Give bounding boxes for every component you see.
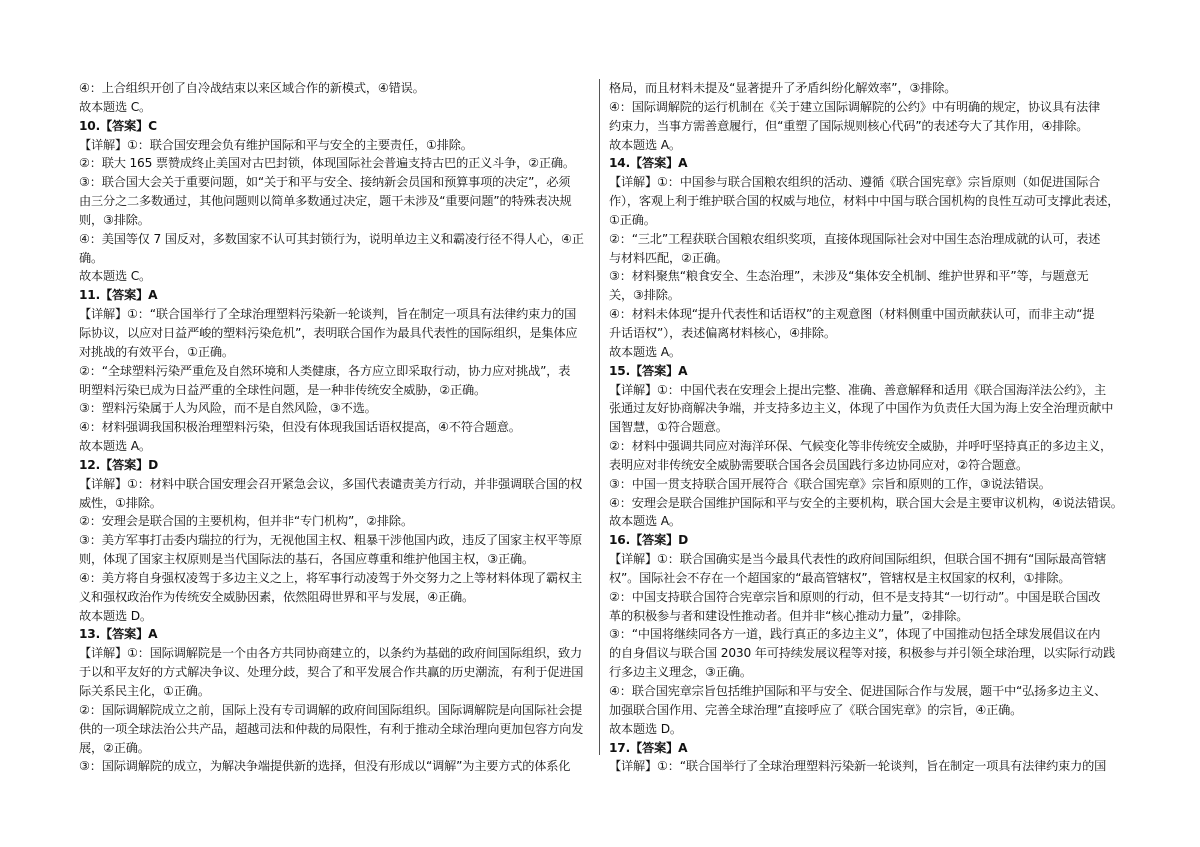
answer-heading: 12.【答案】D (79, 457, 159, 472)
text-line: 关，③排除。 (609, 288, 680, 303)
right-column (609, 79, 1131, 776)
answer-heading: 11.【答案】A (79, 288, 158, 303)
text-line: ③：材料聚焦“粮食安全、生态治理”，未涉及“集体安全机制、维护世界和平”等，与题意无 (609, 269, 1089, 284)
text-line: ③：联合国大会关于重要问题，如“关于和平与安全、接纳新会员国和预算事项的决定”，必须 (79, 175, 571, 190)
text-line: 展，②正确。 (79, 740, 150, 755)
answer-heading: 16.【答案】D (609, 533, 689, 548)
text-line: 供的一项全球法治公共产品，超越司法和仲裁的局限性，有利于推动全球治理向更加包容方向发 (79, 721, 584, 736)
column-divider (599, 79, 600, 755)
text-line: 【详解】①：“联合国举行了全球治理塑料污染新一轮谈判，旨在制定一项具有法律约束力的国 (609, 759, 1107, 774)
text-line: ④：美国等仅 7 国反对，多数国家不认可其封锁行为，说明单边主义和霸凌行径不得人心，④正 (79, 231, 584, 246)
text-line: ④：材料未体现“提升代表性和话语权”的主观意图（材料侧重中国贡献获认可，而非主动“提 (609, 307, 1095, 322)
text-line: 故本题选 A。 (609, 137, 681, 152)
text-line: 【详解】①：中国代表在安理会上提出完整、准确、善意解释和适用《联合国海洋法公约》，主 (609, 382, 1106, 397)
text-line: ②：“三北”工程获联合国粮农组织奖项，直接体现国际社会对中国生态治理成就的认可，表述 (609, 231, 1101, 246)
text-line: ①正确。 (609, 212, 656, 227)
text-line: 义和强权政治作为传统安全威胁因素，依然阻碍世界和平与发展，④正确。 (79, 589, 474, 604)
text-line: ④：联合国宪章宗旨包括维护国际和平与安全、促进国际合作与发展，题干中“弘扬多边主义、 (609, 684, 1107, 698)
text-line: 故本题选 D。 (609, 721, 682, 736)
answer-heading: 17.【答案】A (609, 740, 688, 755)
text-line: 故本题选 A。 (609, 514, 681, 529)
text-line: 表明应对非传统安全威胁需要联合国各会员国践行多边协同应对，②符合题意。 (609, 457, 1029, 472)
text-line: 的自身倡议与联合国 2030 年可持续发展议程等对接，积极参与并引领全球治理，以实际行动践 (609, 646, 1115, 661)
text-line: 际协议，以应对日益严峻的塑料污染危机”，表明联合国作为最具代表性的国际组织，是集体应 (79, 325, 578, 340)
text-line: ③：塑料污染属于人为风险，而不是自然风险，③不选。 (79, 401, 377, 416)
text-line: 际关系民主化，①正确。 (79, 684, 210, 698)
text-line: 故本题选 A。 (609, 344, 681, 359)
text-line: ④：美方将自身强权凌驾于多边主义之上，将军事行动凌驾于外交努力之上等材料体现了霸权主 (79, 570, 583, 585)
text-line: ③：美方军事打击委内瑞拉的行为，无视他国主权、粗暴干涉他国内政，违反了国家主权平等原 (79, 533, 583, 548)
text-line: 威性，①排除。 (79, 495, 162, 510)
text-line: 确。 (79, 250, 104, 265)
text-line: ②：“全球塑料污染严重危及自然环境和人类健康，各方应立即采取行动，协力应对挑战”，表 (79, 363, 571, 378)
text-line: 由三分之二多数通过，其他问题则以简单多数通过决定，题干未涉及“重要问题”的特殊表决规 (79, 194, 572, 209)
text-line: 【详解】①：中国参与联合国粮农组织的活动、遵循《联合国宪章》宗旨原则（如促进国际合 (609, 175, 1101, 190)
text-line: 【详解】①：联合国安理会负有维护国际和平与安全的主要责任，①排除。 (79, 137, 473, 152)
text-line: ②：国际调解院成立之前，国际上没有专司调解的政府间国际组织。国际调解院是向国际社会提 (79, 702, 583, 717)
text-line: ②：材料中强调共同应对海洋环保、气候变化等非传统安全威胁，并呼吁坚持真正的多边主义， (609, 439, 1113, 454)
text-line: 对挑战的有效平台，①正确。 (79, 344, 234, 359)
text-line: 明塑料污染已成为日益严重的全球性问题，是一种非传统安全威胁，②正确。 (79, 382, 486, 397)
text-line: 与材料匹配，②正确。 (609, 250, 728, 265)
text-line: 【详解】①：联合国确实是当今最具代表性的政府间国际组织，但联合国不拥有“国际最高管辖 (609, 552, 1107, 567)
answer-heading: 10.【答案】C (79, 118, 157, 133)
text-line: 革的积极参与者和建设性推动者。但并非“核心推动力量”，②排除。 (609, 608, 969, 623)
text-line: ③：国际调解院的成立，为解决争端提供新的选择，但没有形成以“调解”为主要方式的体系化 (79, 759, 571, 774)
text-line: ④：安理会是联合国维护国际和平与安全的主要机构，联合国大会是主要审议机构，④说法错误。 (609, 495, 1123, 510)
text-line: 则，体现了国家主权原则是当代国际法的基石，各国应尊重和维护他国主权，③正确。 (79, 552, 535, 567)
text-line: 故本题选 A。 (79, 439, 151, 454)
text-line: 张通过友好协商解决争端，并支持多边主义，体现了中国作为负责任大国为海上安全治理贡献中 (609, 401, 1114, 416)
text-line: 升话语权”），表述偏离材料核心，④排除。 (609, 325, 836, 340)
text-line: ②：联大 165 票赞成终止美国对古巴封锁，体现国际社会普遍支持古巴的正义斗争，②正确。 (79, 156, 575, 171)
text-line: 【详解】①：国际调解院是一个由各方共同协商建立的，以条约为基础的政府间国际组织，致力 (79, 646, 583, 661)
text-line: 【详解】①：“联合国举行了全球治理塑料污染新一轮谈判，旨在制定一项具有法律约束力的国 (79, 307, 577, 322)
text-line: 约束力，当事方需善意履行，但“重塑了国际规则核心代码”的表述夸大了其作用，④排除。 (609, 118, 1089, 133)
answer-heading: 15.【答案】A (609, 363, 688, 378)
text-line: 故本题选 C。 (79, 269, 152, 284)
answer-heading: 13.【答案】A (79, 627, 158, 642)
text-line: ③：“中国将继续同各方一道，践行真正的多边主义”，体现了中国推动包括全球发展倡议在内 (609, 627, 1101, 642)
text-line: 国智慧，①符合题意。 (609, 420, 728, 435)
text-line: 故本题选 D。 (79, 608, 152, 623)
text-line: 故本题选 C。 (79, 99, 152, 114)
answer-heading: 14.【答案】A (609, 156, 688, 171)
text-line: 行多边主义理念，③正确。 (609, 665, 752, 680)
text-line: 则，③排除。 (79, 212, 150, 227)
text-line: 权”。国际社会不存在一个超国家的“最高管辖权”，管辖权是主权国家的权利，①排除。 (609, 570, 1071, 585)
text-line: 作），客观上利于维护联合国的权威与地位，材料中中国与联合国机构的良性互动可支撑此表述， (609, 194, 1120, 209)
text-line: ④：材料强调我国积极治理塑料污染，但没有体现我国话语权提高，④不符合题意。 (79, 420, 521, 435)
text-line: 加强联合国作用、完善全球治理”直接呼应了《联合国宪章》的宗旨，④正确。 (609, 702, 1023, 717)
left-column (79, 79, 601, 776)
text-line: ②：中国支持联合国符合宪章宗旨和原则的行动，但不是支持其“一切行动”。中国是联合国改 (609, 589, 1101, 604)
text-line: 【详解】①：材料中联合国安理会召开紧急会议，多国代表谴责美方行动，并非强调联合国的权 (79, 476, 583, 491)
text-line: ③：中国一贯支持联合国开展符合《联合国宪章》宗旨和原则的工作，③说法错误。 (609, 476, 1051, 491)
text-line: 于以和平友好的方式解决争议、处理分歧，契合了和平发展合作共赢的历史潮流，有利于促进国 (79, 665, 584, 680)
text-line: ④：上合组织开创了自冷战结束以来区域合作的新模式，④错误。 (79, 81, 425, 95)
text-line: ②：安理会是联合国的主要机构，但并非“专门机构”，②排除。 (79, 514, 413, 529)
text-line: ④：国际调解院的运行机制在《关于建立国际调解院的公约》中有明确的规定，协议具有法律 (609, 99, 1101, 114)
text-line: 格局，而且材料未提及“显著提升了矛盾纠纷化解效率”，③排除。 (609, 81, 957, 95)
